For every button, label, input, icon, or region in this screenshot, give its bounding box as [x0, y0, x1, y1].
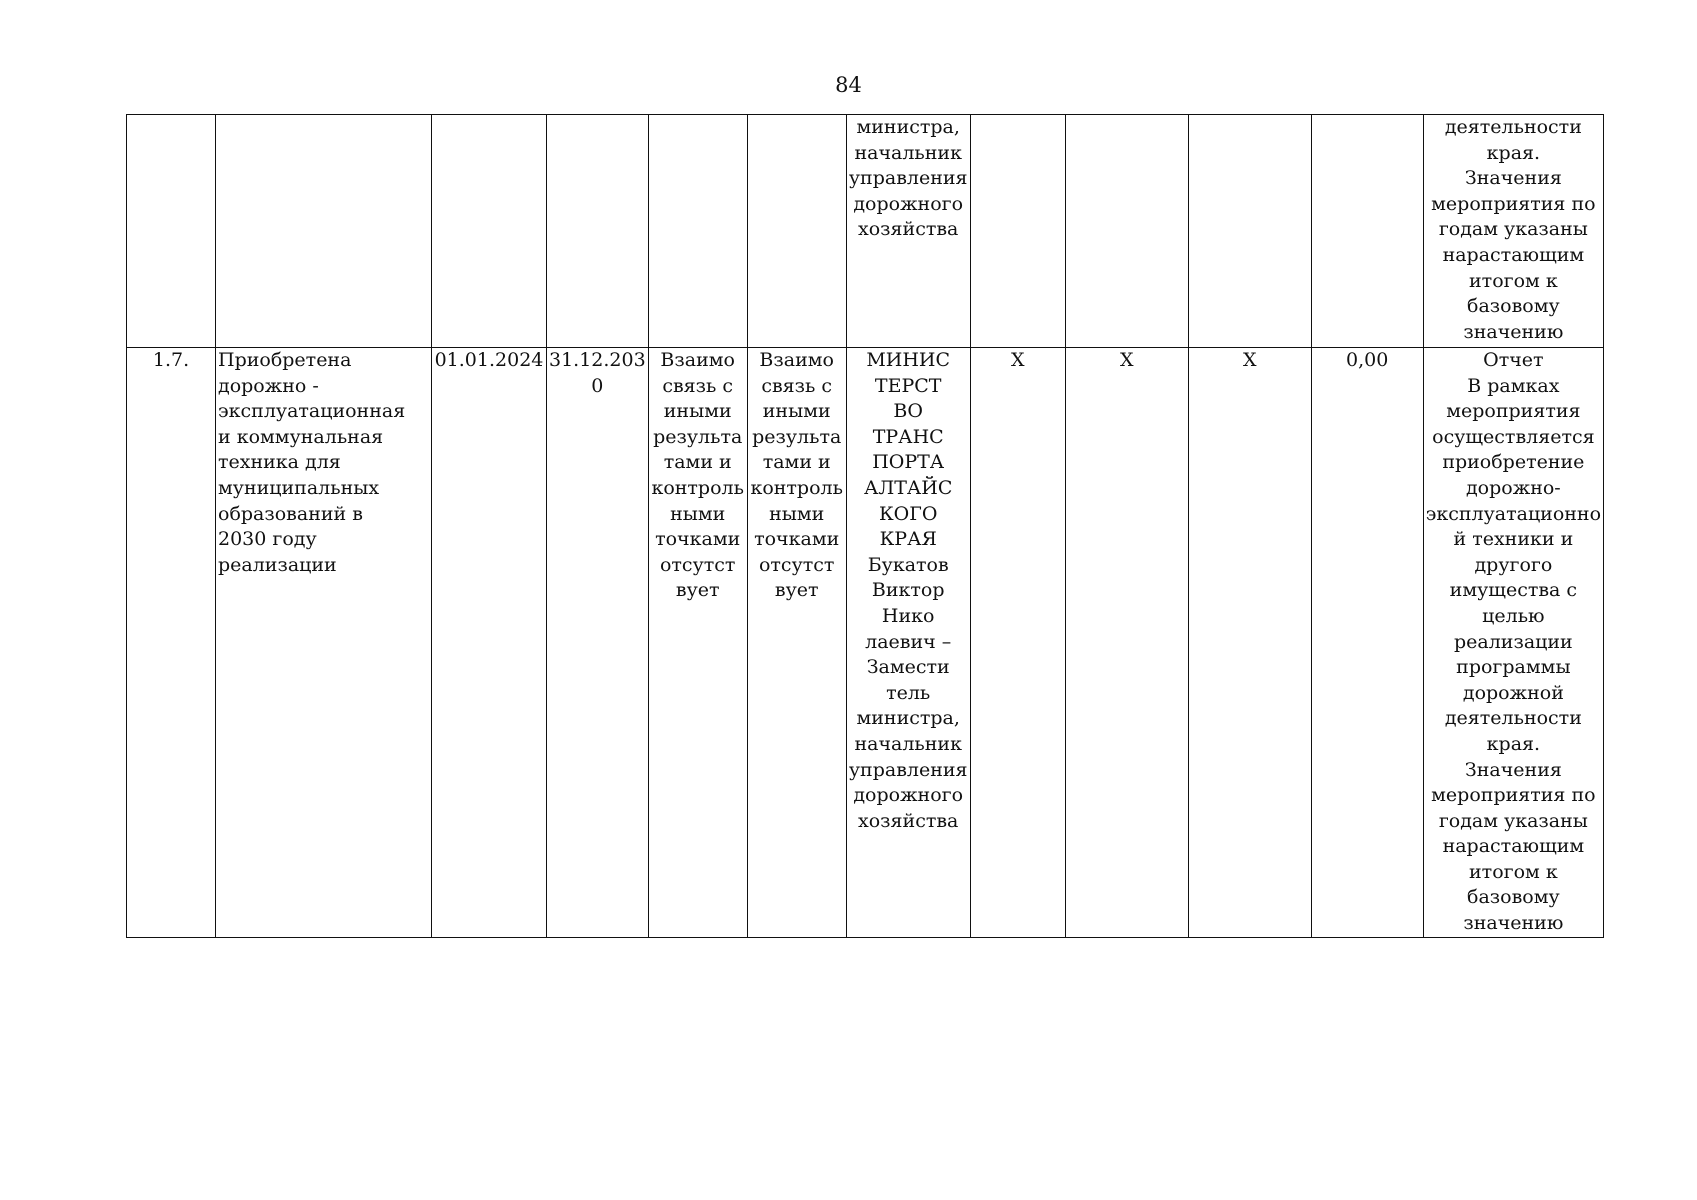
cell-value: 0,00 [1311, 348, 1423, 938]
cell-name: Приобретена дорожно - эксплуатационная и коммунальная техника для муниципальных образований в 2030 году реализации [216, 348, 432, 938]
cell-end-date: 31.12.203 0 [547, 348, 649, 938]
cell-comment: деятельности края. Значения мероприятия по годам указаны нарастающим итогом к базовому значению [1423, 115, 1603, 348]
cell-comment: Отчет В рамках мероприятия осуществляется приобретение дорожно- эксплуатационно й техники и другого имущества с целью реализации программы дорожной деятельности края. Значения мероприятия по годам указаны нарастающим итогом к базовому значению [1423, 348, 1603, 938]
cell-mark-1 [970, 115, 1065, 348]
page-number: 84 [835, 73, 862, 97]
cell-mark-3: Х [1188, 348, 1311, 938]
table-row-1-7 [127, 348, 1604, 938]
cell-mark-1: Х [970, 348, 1065, 938]
cell-name [216, 115, 432, 348]
cell-relation-1 [648, 115, 747, 348]
cell-start-date [432, 115, 547, 348]
cell-mark-3 [1188, 115, 1311, 348]
cell-relation-1: Взаимо связь с иными результа тами и контроль ными точками отсутст вует [648, 348, 747, 938]
cell-number: 1.7. [127, 348, 216, 938]
table-row-continuation [127, 115, 1604, 348]
cell-relation-2 [747, 115, 846, 348]
activities-table [126, 114, 1604, 938]
cell-mark-2 [1065, 115, 1188, 348]
cell-relation-2: Взаимо связь с иными результа тами и контроль ными точками отсутст вует [747, 348, 846, 938]
cell-value [1311, 115, 1423, 348]
cell-number [127, 115, 216, 348]
cell-mark-2: Х [1065, 348, 1188, 938]
cell-start-date: 01.01.2024 [432, 348, 547, 938]
cell-end-date [547, 115, 649, 348]
cell-responsible: МИНИС ТЕРСТ ВО ТРАНС ПОРТА АЛТАЙС КОГО КРАЯ Букатов Виктор Нико лаевич – Замести тель министра, начальник управления дорожного хозяйства [846, 348, 970, 938]
cell-responsible: министра, начальник управления дорожного хозяйства [846, 115, 970, 348]
